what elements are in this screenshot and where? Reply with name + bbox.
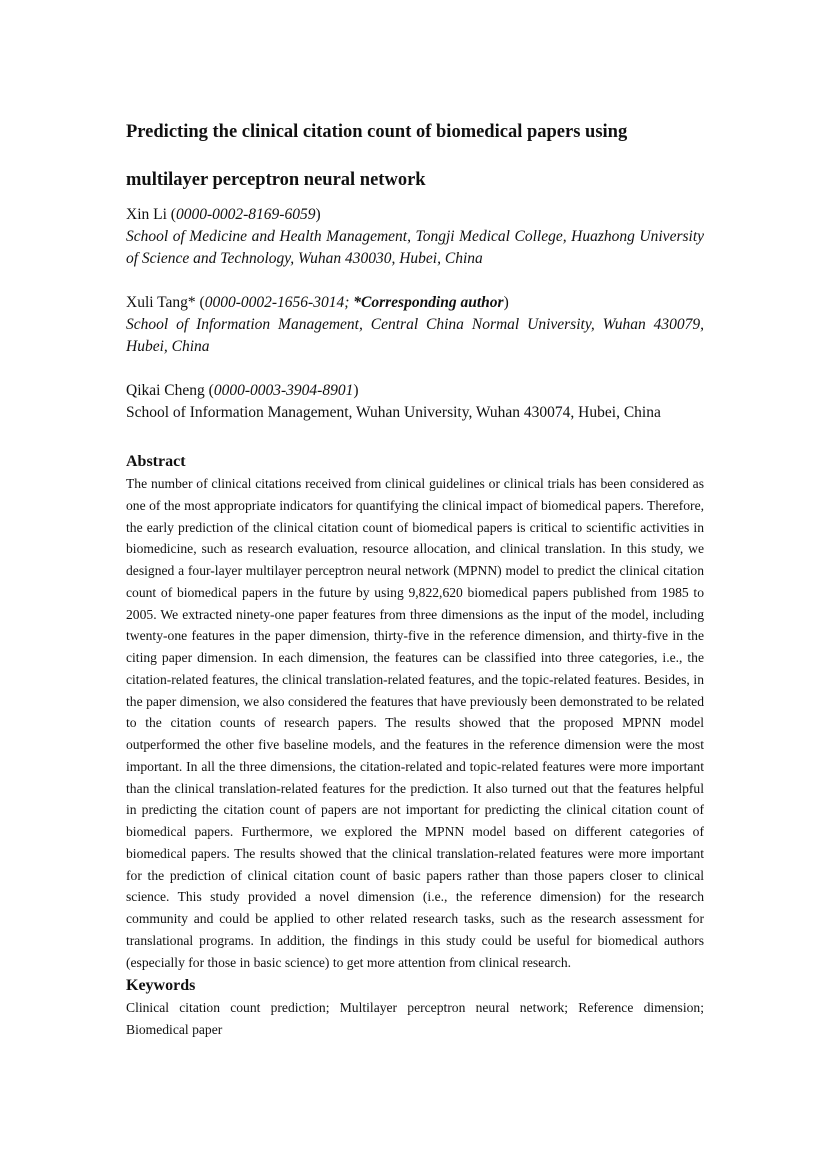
author-orcid: 0000-0002-8169-6059 (175, 206, 316, 223)
author-line: Xin Li (0000-0002-8169-6059) (126, 206, 321, 223)
author-orcid: 0000-0002-1656-3014; (204, 294, 350, 311)
author-affiliation: School of Information Management, Central China Normal University, Wuhan 430079, Hubei, China (126, 316, 704, 355)
keywords-heading: Keywords (126, 977, 196, 995)
author-block-2 (126, 292, 704, 358)
abstract-body: The number of clinical citations received from clinical guidelines or clinical trials has been considered as one of the most appropriate indicators for quantifying the clinical impact of biomedical papers. Therefore, the early prediction of the clinical citation count of biomedical papers is critical to scientific activities in biomedicine, such as research evaluation, resource allocation, and clinical translation. In this study, we designed a four-layer multilayer perceptron neural network (MPNN) model to predict the clinical citation count of biomedical papers in the future by using 9,822,620 biomedical papers published from 1985 to 2005. We extracted ninety-one paper features from three dimensions as the input of the model, including twenty-one features in the paper dimension, thirty-five in the reference dimension, and thirty-five in the citing paper dimension. In each dimension, the features can be classified into three categories, i.e., the citation-related features, the clinical translation-related features, and the topic-related features. Besides, in the paper dimension, we also considered the features that have previously been demonstrated to be related to the citation counts of research papers. The results showed that the proposed MPNN model outperformed the other five baseline models, and the features in the reference dimension were the most important. In all the three dimensions, the citation-related and topic-related features were more important than the clinical translation-related features for the prediction. It also turned out that the features helpful in predicting the citation count of papers are not important for predicting the clinical citation count of biomedical papers. Furthermore, we explored the MPNN model based on different categories of biomedical papers. The results showed that the clinical translation-related features were more important for the prediction of clinical citation count of basic papers rather than those papers closer to clinical science. This study provided a novel dimension (i.e., the reference dimension) for the research community and could be applied to other related research tasks, such as the research assessment for translational programs. In addition, the findings in this study could be useful for biomedical authors (especially for those in basic science) to get more attention from clinical research. (126, 476, 704, 970)
abstract-heading: Abstract (126, 453, 186, 470)
paper-title (126, 108, 704, 204)
corresponding-author-note: *Corresponding author (353, 294, 504, 311)
keywords-body: Clinical citation count prediction; Multilayer perceptron neural network; Reference dimension; Biomedical paper (126, 1000, 704, 1037)
title-line-2: multilayer perceptron neural network (126, 170, 426, 190)
author-line: Qikai Cheng (0000-0003-3904-8901) (126, 382, 359, 399)
author-block-3 (126, 380, 704, 424)
author-name: Qikai Cheng (126, 382, 205, 399)
title-line-1: Predicting the clinical citation count of biomedical papers using (126, 122, 628, 142)
author-affiliation: School of Medicine and Health Management, Tongji Medical College, Huazhong University of Science and Technology, Wuhan 430030, Hubei, China (126, 228, 704, 267)
author-name: Xuli Tang* (126, 294, 196, 311)
author-orcid: 0000-0003-3904-8901 (213, 382, 354, 399)
author-name: Xin Li (126, 206, 167, 223)
paper-page (126, 108, 704, 1041)
author-block-1 (126, 204, 704, 270)
author-line: Xuli Tang* (0000-0002-1656-3014; *Corresponding author) (126, 294, 509, 311)
author-affiliation: School of Information Management, Wuhan University, Wuhan 430074, Hubei, China (126, 404, 661, 421)
